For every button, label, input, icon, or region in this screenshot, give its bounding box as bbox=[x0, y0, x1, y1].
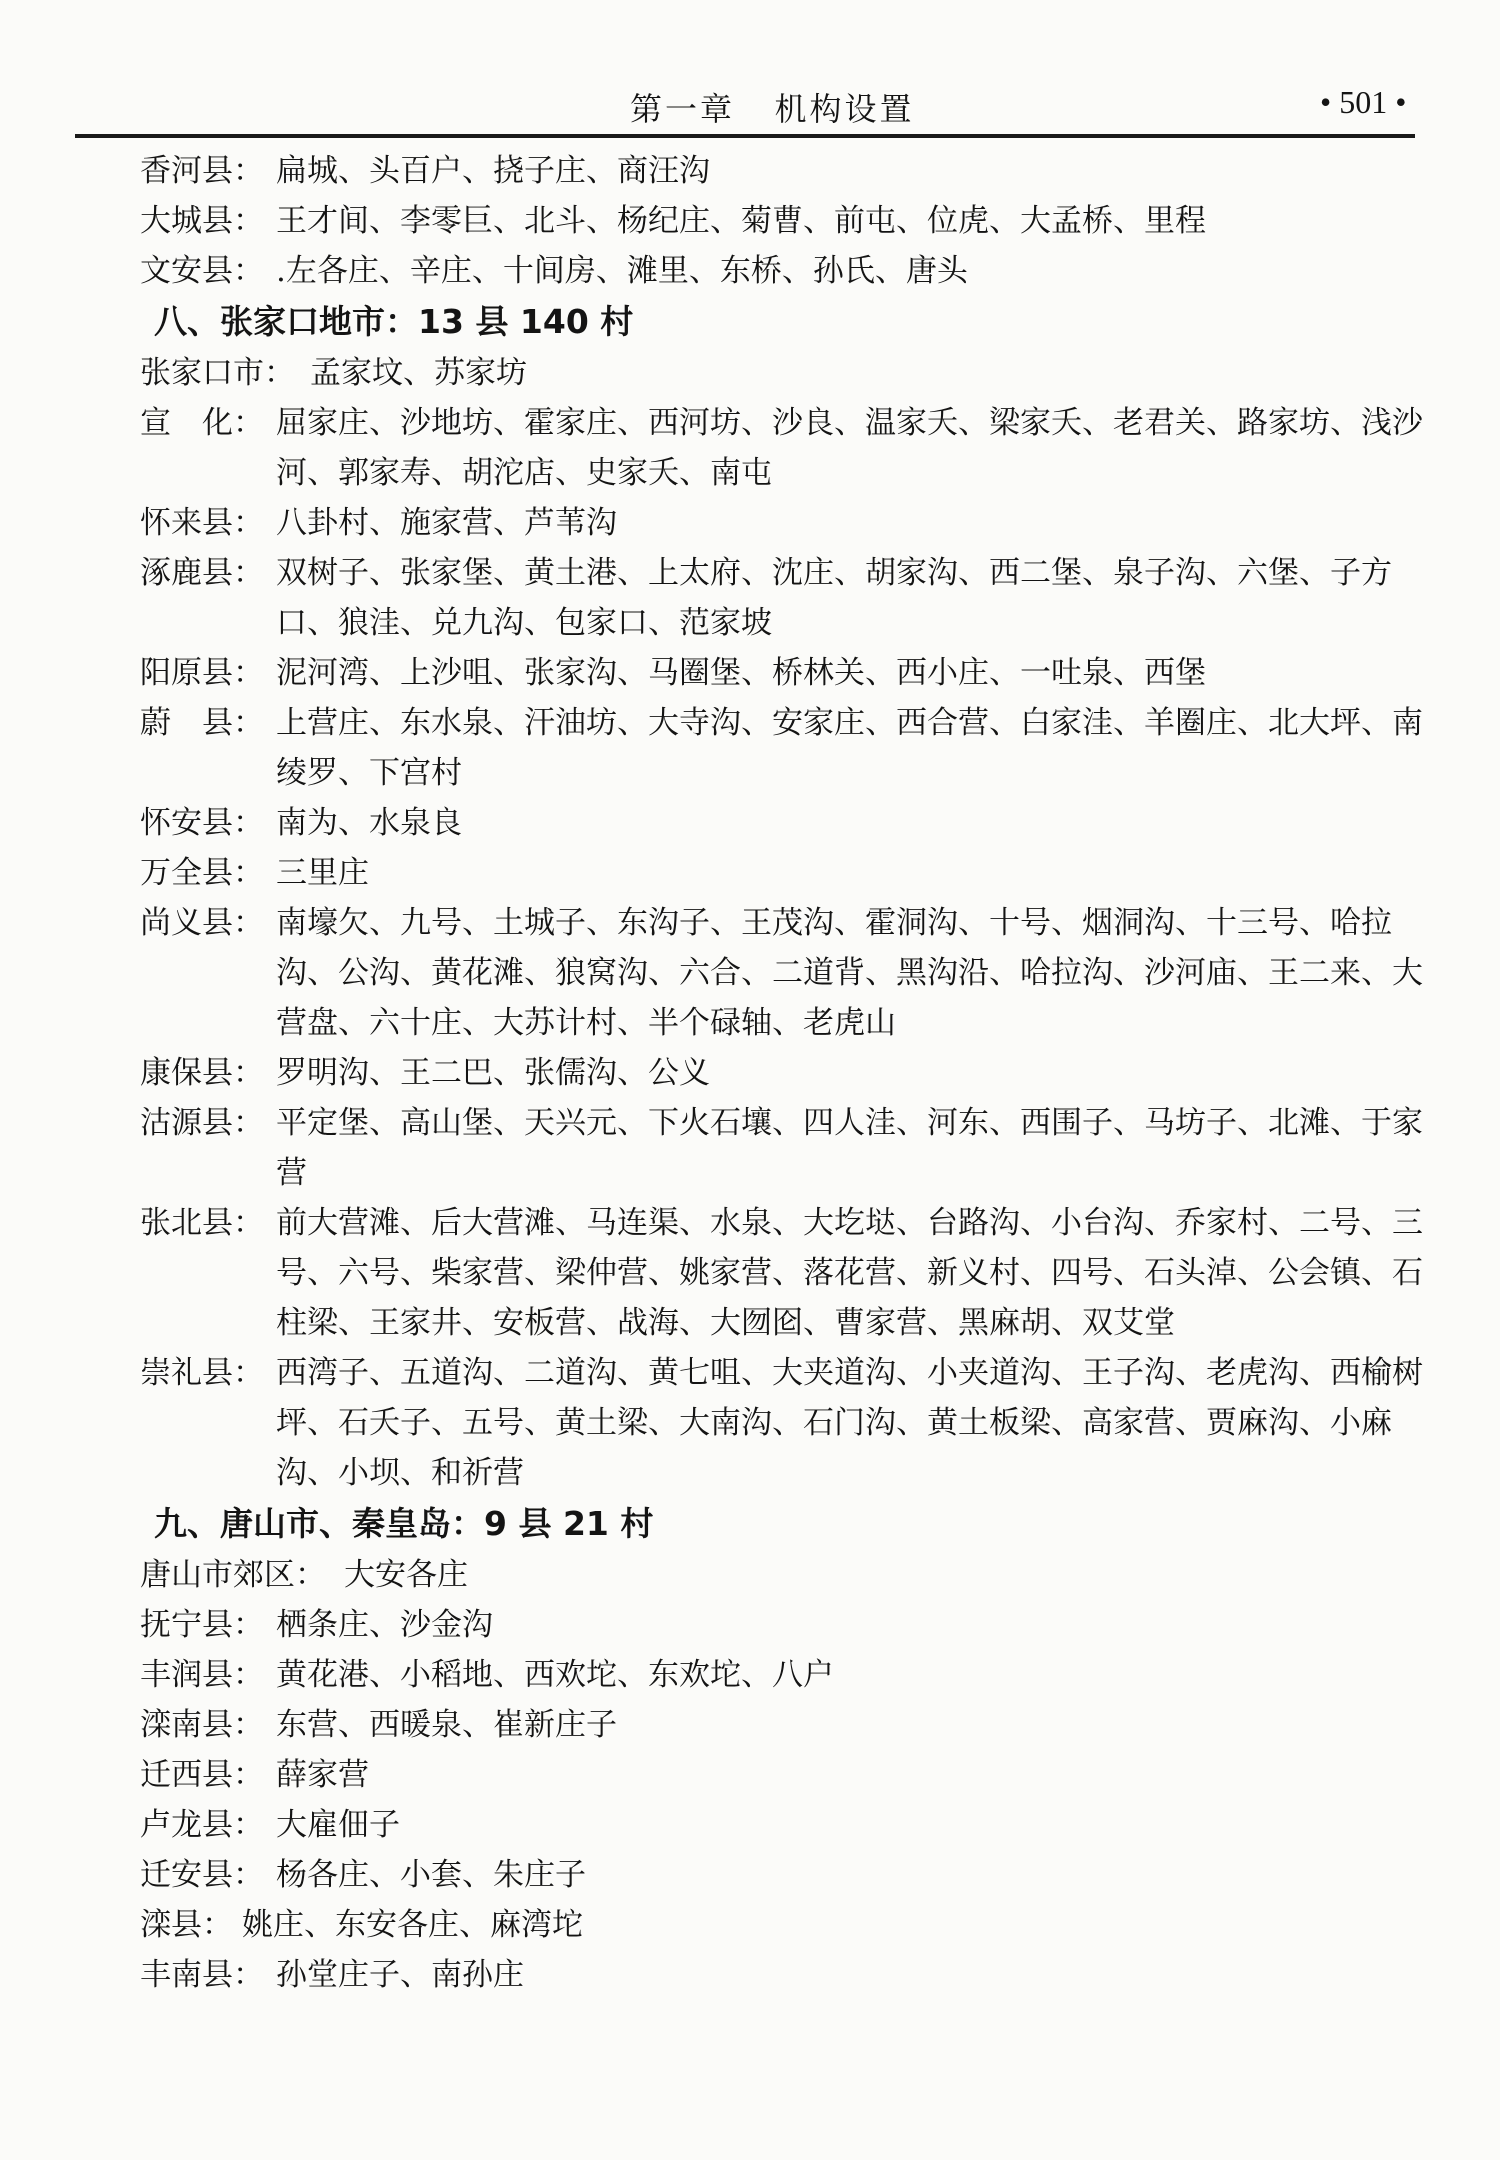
village-list: 扁城、头百户、挠子庄、商汪沟 bbox=[276, 153, 710, 189]
county-entry bbox=[140, 648, 1430, 698]
village-list: 大雇佃子 bbox=[276, 1807, 400, 1843]
county-name: 涿鹿县： bbox=[140, 555, 264, 591]
running-header bbox=[75, 84, 1415, 134]
county-name: 蔚 县： bbox=[140, 705, 264, 741]
county-entry bbox=[140, 348, 1430, 398]
county-entry bbox=[140, 698, 1430, 798]
village-list: .左各庄、辛庄、十间房、滩里、东桥、孙氏、唐头 bbox=[276, 253, 968, 289]
county-name: 香河县： bbox=[140, 153, 264, 189]
county-entry bbox=[140, 1900, 1430, 1950]
village-list: 黄花港、小稻地、西欢坨、东欢坨、八户 bbox=[276, 1657, 834, 1693]
county-name: 崇礼县： bbox=[140, 1355, 264, 1391]
village-list: 姚庄、东安各庄、麻湾坨 bbox=[242, 1907, 583, 1943]
village-list: 孙堂庄子、南孙庄 bbox=[276, 1957, 524, 1993]
section-heading: 八、张家口地市：13 县 140 村 bbox=[154, 302, 634, 341]
village-list: 罗明沟、王二巴、张儒沟、公义 bbox=[276, 1055, 710, 1091]
county-entry bbox=[140, 898, 1430, 1048]
section-heading: 九、唐山市、秦皇岛：9 县 21 村 bbox=[154, 1504, 654, 1543]
village-list: 前大营滩、后大营滩、马连渠、水泉、大圪垯、台路沟、小台沟、乔家村、二号、三号、六号、柴家营、梁仲营、姚家营、落花营、新义村、四号、石头淖、公会镇、石柱梁、王家井、安板营、战海、大囫囵、曹家营、黑麻胡、双艾堂 bbox=[276, 1205, 1423, 1341]
county-entry bbox=[140, 1950, 1430, 2000]
county-name: 宣 化： bbox=[140, 405, 264, 441]
county-name: 怀安县： bbox=[140, 805, 264, 841]
county-entry bbox=[140, 146, 1430, 196]
county-name: 阳原县： bbox=[140, 655, 264, 691]
county-entry bbox=[140, 196, 1430, 246]
county-name: 万全县： bbox=[140, 855, 264, 891]
chapter-title: 第一章 机构设置 bbox=[630, 90, 915, 128]
county-entry bbox=[140, 1650, 1430, 1700]
village-list: 泥河湾、上沙咀、张家沟、马圈堡、桥林关、西小庄、一吐泉、西堡 bbox=[276, 655, 1206, 691]
county-entry bbox=[140, 1850, 1430, 1900]
county-name: 滦县： bbox=[140, 1907, 233, 1943]
village-list: 孟家坟、苏家坊 bbox=[310, 355, 527, 391]
village-list: 八卦村、施家营、芦苇沟 bbox=[276, 505, 617, 541]
county-entry bbox=[140, 1600, 1430, 1650]
county-entry bbox=[140, 1348, 1430, 1498]
village-list: 栖条庄、沙金沟 bbox=[276, 1607, 493, 1643]
village-list: 屈家庄、沙地坊、霍家庄、西河坊、沙良、温家夭、梁家夭、老君关、路家坊、浅沙河、郭家寿、胡沱店、史家夭、南屯 bbox=[276, 405, 1423, 491]
village-list: 双树子、张家堡、黄土港、上太府、沈庄、胡家沟、西二堡、泉子沟、六堡、子方口、狼洼、兑九沟、包家口、范家坡 bbox=[276, 555, 1392, 641]
county-name: 张北县： bbox=[140, 1205, 264, 1241]
county-name: 迁安县： bbox=[140, 1857, 264, 1893]
county-name: 滦南县： bbox=[140, 1707, 264, 1743]
county-name: 文安县： bbox=[140, 253, 264, 289]
county-entry bbox=[140, 498, 1430, 548]
county-entry bbox=[140, 1098, 1430, 1198]
county-entry bbox=[140, 1800, 1430, 1850]
village-list: 三里庄 bbox=[276, 855, 369, 891]
village-list: 上营庄、东水泉、汗油坊、大寺沟、安家庄、西合营、白家洼、羊圈庄、北大坪、南绫罗、下宫村 bbox=[276, 705, 1423, 791]
county-entry bbox=[140, 548, 1430, 648]
county-name: 卢龙县： bbox=[140, 1807, 264, 1843]
county-name: 大城县： bbox=[140, 203, 264, 239]
county-entry bbox=[140, 1700, 1430, 1750]
county-entry bbox=[140, 398, 1430, 498]
village-list: 王才间、李零巨、北斗、杨纪庄、菊曹、前屯、位虎、大孟桥、里程 bbox=[276, 203, 1206, 239]
county-name: 抚宁县： bbox=[140, 1607, 264, 1643]
village-list: 大安各庄 bbox=[344, 1557, 468, 1593]
county-name: 张家口市： bbox=[140, 355, 295, 391]
county-entry bbox=[140, 798, 1430, 848]
county-name: 康保县： bbox=[140, 1055, 264, 1091]
county-name: 丰南县： bbox=[140, 1957, 264, 1993]
county-entry bbox=[140, 1048, 1430, 1098]
county-name: 迁西县： bbox=[140, 1757, 264, 1793]
village-list: 杨各庄、小套、朱庄子 bbox=[276, 1857, 586, 1893]
page-body bbox=[140, 146, 1430, 2000]
page-number: • 501 • bbox=[1320, 84, 1407, 120]
village-list: 平定堡、高山堡、天兴元、下火石壤、四人洼、河东、西围子、马坊子、北滩、于家营 bbox=[276, 1105, 1423, 1191]
village-list: 薛家营 bbox=[276, 1757, 369, 1793]
county-name: 唐山市郊区： bbox=[140, 1557, 326, 1593]
county-entry bbox=[140, 1198, 1430, 1348]
county-name: 沽源县： bbox=[140, 1105, 264, 1141]
village-list: 南为、水泉良 bbox=[276, 805, 462, 841]
village-list: 东营、西暖泉、崔新庄子 bbox=[276, 1707, 617, 1743]
county-entry bbox=[140, 848, 1430, 898]
county-entry bbox=[140, 1750, 1430, 1800]
header-rule bbox=[75, 134, 1415, 138]
village-list: 西湾子、五道沟、二道沟、黄七咀、大夹道沟、小夹道沟、王子沟、老虎沟、西榆树坪、石夭子、五号、黄土梁、大南沟、石门沟、黄土板梁、高家营、贾麻沟、小麻沟、小坝、和祈营 bbox=[276, 1355, 1423, 1491]
county-entry bbox=[140, 246, 1430, 296]
county-entry bbox=[140, 1550, 1430, 1600]
village-list: 南壕欠、九号、土城子、东沟子、王茂沟、霍洞沟、十号、烟洞沟、十三号、哈拉沟、公沟、黄花滩、狼窝沟、六合、二道背、黑沟沿、哈拉沟、沙河庙、王二来、大营盘、六十庄、大苏计村、半个碌轴、老虎山 bbox=[276, 905, 1423, 1041]
county-name: 丰润县： bbox=[140, 1657, 264, 1693]
county-name: 怀来县： bbox=[140, 505, 264, 541]
county-name: 尚义县： bbox=[140, 905, 264, 941]
